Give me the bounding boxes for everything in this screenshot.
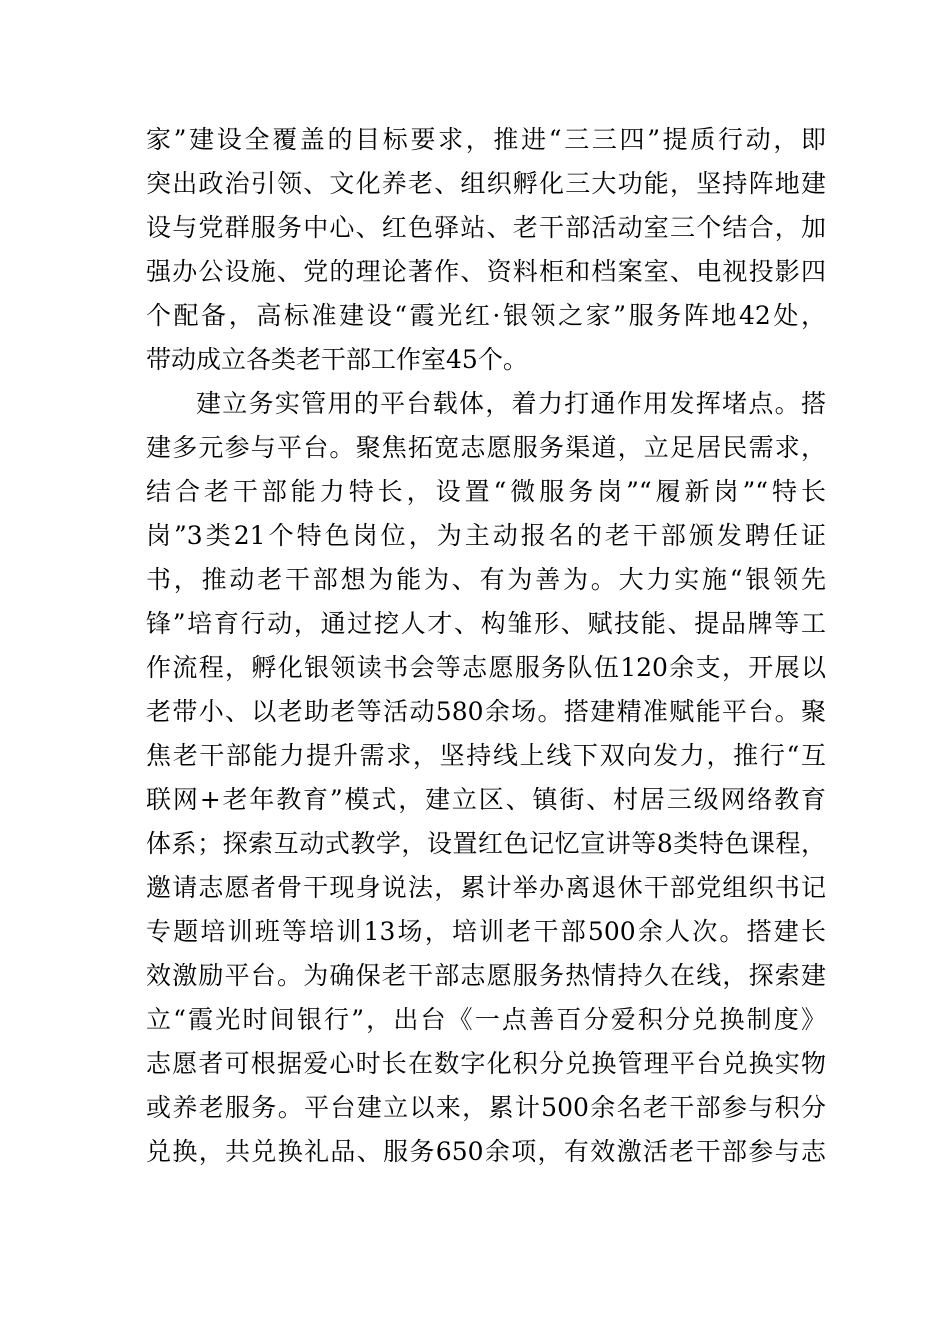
text-line: 立“霞光时间银行”，出台《一点善百分爱积分兑换制度》 — [146, 1005, 826, 1034]
body-text — [146, 118, 826, 1174]
text-line: 书，推动老干部想为能为、有为善为。大力实施“银领先 — [146, 565, 826, 594]
text-line: 志愿者可根据爱心时长在数字化积分兑换管理平台兑换实物 — [146, 1049, 826, 1078]
text-line: 强办公设施、党的理论著作、资料柜和档案室、电视投影四 — [146, 257, 826, 286]
text-line: 效激励平台。为确保老干部志愿服务热情持久在线，探索建 — [146, 961, 826, 990]
text-line: 老带小、以老助老等活动580余场。搭建精准赋能平台。聚 — [146, 697, 826, 726]
text-line: 兑换，共兑换礼品、服务650余项，有效激活老干部参与志 — [146, 1137, 826, 1166]
text-line: 建多元参与平台。聚焦拓宽志愿服务渠道，立足居民需求， — [146, 433, 826, 462]
text-line: 作流程，孵化银领读书会等志愿服务队伍120余支，开展以 — [146, 653, 826, 682]
text-line: 建立务实管用的平台载体，着力打通作用发挥堵点。搭 — [196, 389, 826, 418]
text-line: 焦老干部能力提升需求，坚持线上线下双向发力，推行“互 — [146, 741, 826, 770]
text-line: 个配备，高标准建设“霞光红·银领之家”服务阵地42处， — [146, 301, 826, 330]
text-line: 专题培训班等培训13场，培训老干部500余人次。搭建长 — [146, 917, 826, 946]
text-line: 设与党群服务中心、红色驿站、老干部活动室三个结合，加 — [146, 213, 826, 242]
text-line: 结合老干部能力特长，设置“微服务岗”“履新岗”“特长 — [146, 477, 826, 506]
text-line: 家”建设全覆盖的目标要求，推进“三三四”提质行动，即 — [146, 125, 826, 154]
text-line: 岗”3类21个特色岗位，为主动报名的老干部颁发聘任证 — [146, 521, 826, 550]
text-line: 突出政治引领、文化养老、组织孵化三大功能，坚持阵地建 — [146, 169, 826, 198]
text-line: 邀请志愿者骨干现身说法，累计举办离退休干部党组织书记 — [146, 873, 826, 902]
text-line: 锋”培育行动，通过挖人才、构雏形、赋技能、提品牌等工 — [146, 609, 826, 638]
text-line: 带动成立各类老干部工作室45个。 — [146, 345, 528, 374]
text-line: 或养老服务。平台建立以来，累计500余名老干部参与积分 — [146, 1093, 826, 1122]
text-line: 体系；探索互动式教学，设置红色记忆宣讲等8类特色课程， — [146, 829, 826, 858]
text-line: 联网+老年教育”模式，建立区、镇街、村居三级网络教育 — [146, 785, 826, 814]
